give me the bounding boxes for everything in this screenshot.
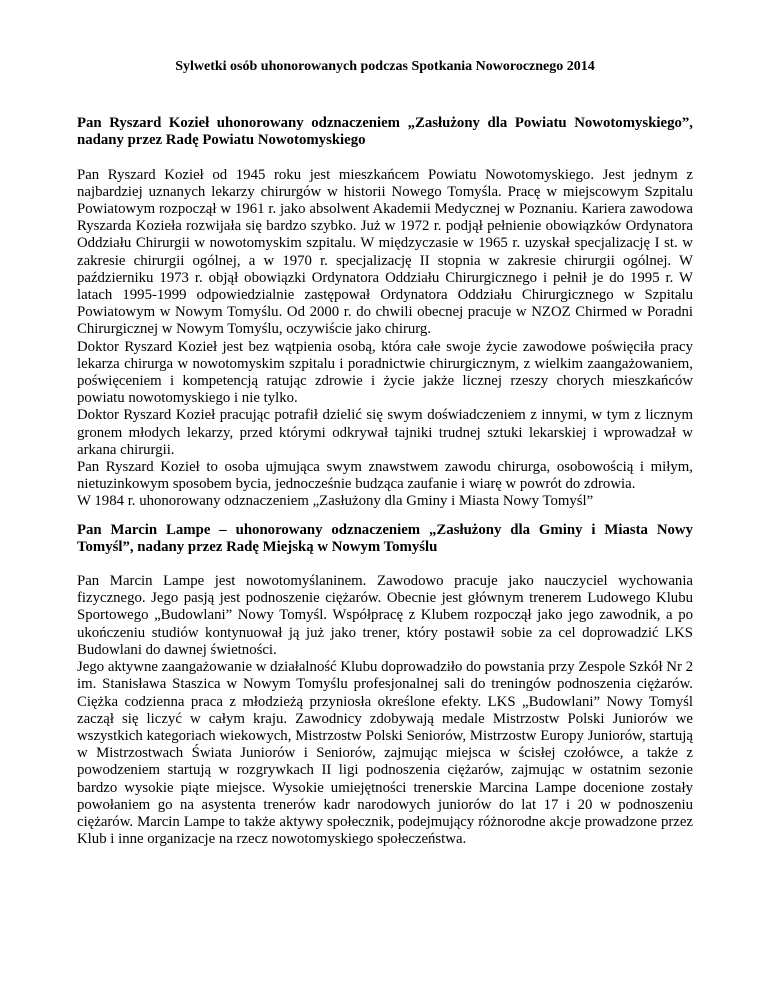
document-title: Sylwetki osób uhonorowanych podczas Spotkania Noworocznego 2014 — [175, 59, 595, 74]
paragraph: Doktor Ryszard Kozieł pracując potrafił dzielić się swym doświadczeniem z innymi, w tym z licznym gronem młodych lekarzy, przed którymi odkrywał tajniki trudnej sztuki lekarskiej i wprowadzał w arkana chirurgii. — [77, 407, 693, 458]
section-heading: Pan Ryszard Kozieł uhonorowany odznaczeniem „Zasłużony dla Powiatu Nowotomyskiego”, nadany przez Radę Powiatu Nowotomyskiego — [77, 115, 693, 149]
section-heading: Pan Marcin Lampe – uhonorowany odznaczeniem „Zasłużony dla Gminy i Miasta Nowy Tomyśl”, nadany przez Radę Miejską w Nowym Tomyślu — [77, 521, 693, 555]
paragraph: Pan Marcin Lampe jest nowotomyślaninem. Zawodowo pracuje jako nauczyciel wychowania fizycznego. Jego pasją jest podnoszenie ciężarów. Obecnie jest głównym trenerem Ludowego Klubu Sportowego „Budowlani” Nowy Tomyśl. Współpracę z Klubem rozpoczął jako jego zawodnik, a po ukończeniu studiów kontynuował ją już jako trener, który postawił sobie za cel doprowadzić LKS Budowlani do dawnej świetności. — [77, 573, 693, 658]
paragraph: Doktor Ryszard Kozieł jest bez wątpienia osobą, która całe swoje życie zawodowe poświęciła pracy lekarza chirurga w nowotomyskim szpitalu i poradnictwie chirurgicznym, z wielkim zaangażowaniem, poświęceniem i kompetencją ratując zdrowie i życie jakże licznej rzeszy chorych mieszkańców powiatu nowotomyskiego i nie tylko. — [77, 338, 693, 407]
paragraph: W 1984 r. uhonorowany odznaczeniem „Zasłużony dla Gminy i Miasta Nowy Tomyśl” — [77, 493, 594, 510]
paragraph: Jego aktywne zaangażowanie w działalność Klubu doprowadziło do powstania przy Zespole Szkół Nr 2 im. Stanisława Staszica w Nowym Tomyślu profesjonalnej sali do treningów podnoszenia ciężarów. Ciężka codzienna praca z młodzieżą przyniosła określone efekty. LKS „Budowlani” Nowy Tomyśl zaczął się liczyć w całym kraju. Zawodnicy zdobywają medale Mistrzostw Polski Juniorów we wszystkich kategoriach wiekowych, Mistrzostw Polski Seniorów, Mistrzostw Europy Juniorów, startują w Mistrzostwach Świata Juniorów i Seniorów, zajmując miejsca w ścisłej czołówce, a także z powodzeniem startują w rozgrywkach II ligi podnoszenia ciężarów, zajmując w ostatnim sezonie bardzo wysokie piąte miejsce. Wysokie umiejętności trenerskie Marcina Lampe docenione zostały powołaniem go na asystenta trenerów kadr narodowych juniorów do lat 17 i 20 w podnoszeniu ciężarów. Marcin Lampe to także aktywy społecznik, podejmujący różnorodne akcje prowadzone przez Klub i inne organizacje na rzecz nowotomyskiego społeczeństwa. — [77, 659, 693, 848]
section-marcin-lampe — [77, 522, 693, 849]
section-ryszard-koziel — [77, 115, 693, 510]
paragraph: Pan Ryszard Kozieł od 1945 roku jest mieszkańcem Powiatu Nowotomyskiego. Jest jednym z najbardziej uznanych lekarzy chirurgów w historii Nowego Tomyśla. Pracę w miejscowym Szpitalu Powiatowym rozpoczął w 1961 r. jako absolwent Akademii Medycznej w Poznaniu. Kariera zawodowa Ryszarda Kozieła rozwijała się bardzo szybko. Już w 1972 r. podjął pełnienie obowiązków Ordynatora Oddziału Chirurgii w nowotomyskim szpitalu. W międzyczasie w 1965 r. uzyskał specjalizację I st. w zakresie chirurgii ogólnej, a w 1970 r. specjalizację II stopnia w zakresie chirurgii ogólnej. W październiku 1973 r. objął obowiązki Ordynatora Oddziału Chirurgicznego i pełnił je do 1995 r. W latach 1995-1999 odpowiedzialnie zastępował Ordynatora Oddziału Chirurgicznego w Szpitalu Powiatowym w Nowym Tomyślu. Od 2000 r. do chwili obecnej pracuje w NZOZ Chirmed w Poradni Chirurgicznej w Nowym Tomyślu, oczywiście jako chirurg. — [77, 166, 693, 338]
document-page — [77, 58, 693, 848]
paragraph: Pan Ryszard Kozieł to osoba ujmująca swym znawstwem zawodu chirurga, osobowością i miłym, nietuzinkowym sposobem bycia, jednocześnie budząca zaufanie i wiarę w powrót do zdrowia. — [77, 459, 693, 493]
